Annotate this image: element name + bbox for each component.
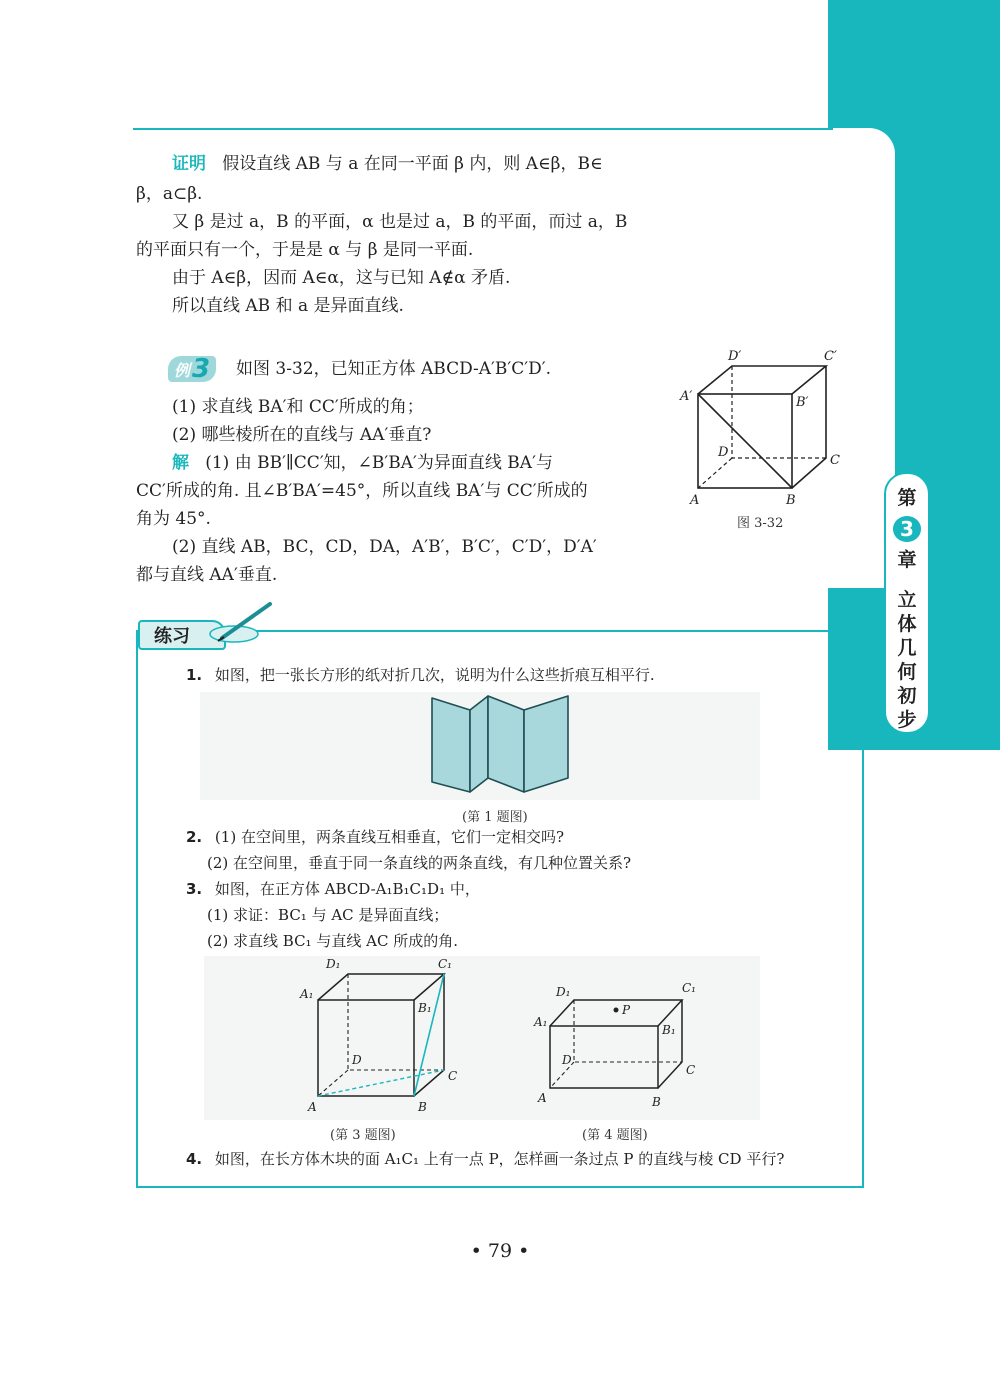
chapter-title-char: 何 [897, 661, 917, 683]
vertex-label: C [830, 453, 840, 468]
chapter-title-char: 初 [897, 685, 917, 707]
figure-3-32-cube [676, 344, 852, 510]
vertex-label: C₁ [682, 981, 696, 995]
question-1 [186, 664, 655, 686]
fold-panel [524, 696, 568, 792]
question-2-line-1 [186, 826, 564, 848]
proof-label: 证明 [172, 154, 206, 174]
segment-bc1 [414, 974, 444, 1096]
chapter-title-char: 步 [897, 709, 917, 731]
vertex-label: D₁ [326, 957, 341, 971]
question-1-text: 如图，把一张长方形的纸对折几次，说明为什么这些折痕互相平行. [214, 666, 655, 684]
question-4-block-figure [530, 978, 706, 1108]
point-p [614, 1008, 619, 1013]
question-number: 2. [186, 828, 203, 846]
folded-paper-figure [426, 690, 574, 796]
vertex-label: D [352, 1053, 362, 1067]
chapter-title-char: 立 [897, 589, 917, 611]
page-number: • 79 • [470, 1240, 530, 1262]
vertex-label: A [690, 493, 700, 508]
q3-hidden-edges [348, 974, 444, 1070]
question-number: 1. [186, 666, 203, 684]
proof-line-3: 又 β 是过 a，B 的平面，α 也是过 a，B 的平面，而过 a，B [172, 212, 628, 232]
chapter-number: 3 [893, 516, 921, 542]
cube-hidden-edge-da [698, 458, 732, 488]
vertex-label: D [562, 1053, 572, 1067]
figure-4-caption: (第 4 题图) [582, 1128, 648, 1143]
chapter-suffix: 章 [897, 548, 917, 571]
proof-line-5: 由于 A∈β，因而 A∈α，这与已知 A∉α 矛盾. [172, 268, 511, 288]
vertex-label: D [718, 445, 729, 460]
fold-panel [432, 698, 470, 792]
example-part-1: (1) 求直线 BA′和 CC′所成的角； [172, 397, 424, 417]
question-3-text: 如图，在正方体 ABCD-A₁B₁C₁D₁ 中， [214, 880, 480, 898]
diagonal-ba1 [698, 394, 792, 488]
question-3-line-1 [186, 878, 480, 900]
chapter-title-char: 几 [897, 637, 917, 659]
cube-hidden-edges [732, 366, 826, 458]
example-badge [168, 356, 216, 382]
q3-front-face [318, 1000, 414, 1096]
vertex-label: C [448, 1069, 458, 1083]
solution-line-1 [172, 449, 553, 477]
proof-text: 假设直线 AB 与 a 在同一平面 β 内，则 A∈β，B∈ [222, 154, 603, 174]
solution-text: (1) 由 BB′∥CC′知，∠B′BA′为异面直线 BA′与 [205, 453, 553, 473]
cube-top-face [698, 366, 826, 394]
example-badge-number: 3 [191, 354, 211, 384]
vertex-label: B′ [796, 395, 809, 410]
question-3-part-1: (1) 求证：BC₁ 与 AC 是异面直线； [207, 906, 449, 924]
vertex-label: C [686, 1063, 696, 1077]
vertex-label: C′ [824, 349, 837, 364]
vertex-label: D′ [728, 349, 742, 364]
solution-line-5: 都与直线 AA′垂直. [136, 565, 278, 585]
q3-top-face [318, 974, 444, 1000]
header-rule [133, 128, 833, 130]
fold-panel [488, 696, 524, 792]
example-statement: 如图 3-32，已知正方体 ABCD-A′B′C′D′. [236, 359, 552, 379]
question-2-part-2: (2) 在空间里，垂直于同一条直线的两条直线，有几种位置关系? [207, 854, 632, 872]
vertex-label: A [308, 1100, 317, 1114]
solution-line-2: CC′所成的角. 且∠B′BA′=45°，所以直线 BA′与 CC′所成的 [136, 481, 588, 501]
figure-3-32-caption: 图 3-32 [737, 516, 784, 531]
vertex-label: B₁ [662, 1023, 676, 1037]
figure-1-caption: (第 1 题图) [462, 810, 528, 825]
fold-panel [470, 696, 488, 792]
pen-icon [204, 598, 278, 646]
question-number: 3. [186, 880, 203, 898]
vertex-label: C₁ [438, 957, 452, 971]
chapter-tab [884, 472, 930, 734]
proof-line-2: β，a⊂β. [136, 184, 203, 204]
question-4-text: 如图，在长方体木块的面 A₁C₁ 上有一点 P，怎样画一条过点 P 的直线与棱 CD 平行? [214, 1150, 785, 1168]
solution-label: 解 [172, 453, 189, 473]
segment-ac [318, 1070, 444, 1096]
vertex-label: A₁ [300, 987, 314, 1001]
vertex-label: P [622, 1003, 631, 1017]
example-badge-prefix: 例 [173, 360, 190, 380]
solution-line-3: 角为 45°. [136, 509, 211, 529]
question-3-part-2: (2) 求直线 BC₁ 与直线 AC 所成的角. [207, 932, 458, 950]
question-number: 4. [186, 1150, 203, 1168]
cube-right-edge [792, 366, 826, 488]
vertex-label: B [418, 1100, 427, 1114]
chapter-title-char: 体 [897, 613, 917, 635]
vertex-label: A′ [680, 389, 693, 404]
vertex-label: B [786, 493, 796, 508]
practice-label: 练习 [138, 620, 226, 650]
question-3-cube-figure [296, 954, 466, 1114]
q3-hidden-edge [318, 1070, 348, 1096]
vertex-label: B₁ [418, 1001, 432, 1015]
vertex-label: A [538, 1091, 547, 1105]
solution-line-4: (2) 直线 AB，BC，CD，DA，A′B′，B′C′，C′D′，D′A′ [172, 537, 597, 557]
vertex-label: A₁ [534, 1015, 548, 1029]
example-part-2: (2) 哪些棱所在的直线与 AA′垂直? [172, 425, 432, 445]
proof-line-4: 的平面只有一个，于是是 α 与 β 是同一平面. [136, 240, 474, 260]
proof-line-6: 所以直线 AB 和 a 是异面直线. [172, 296, 404, 316]
vertex-label: D₁ [556, 985, 571, 999]
question-4 [186, 1148, 784, 1170]
question-2-part-1: (1) 在空间里，两条直线互相垂直，它们一定相交吗? [214, 828, 564, 846]
proof-line-1 [172, 150, 603, 178]
chapter-prefix: 第 [897, 487, 917, 509]
figure-3-caption: (第 3 题图) [330, 1128, 396, 1143]
vertex-label: B [652, 1095, 661, 1108]
